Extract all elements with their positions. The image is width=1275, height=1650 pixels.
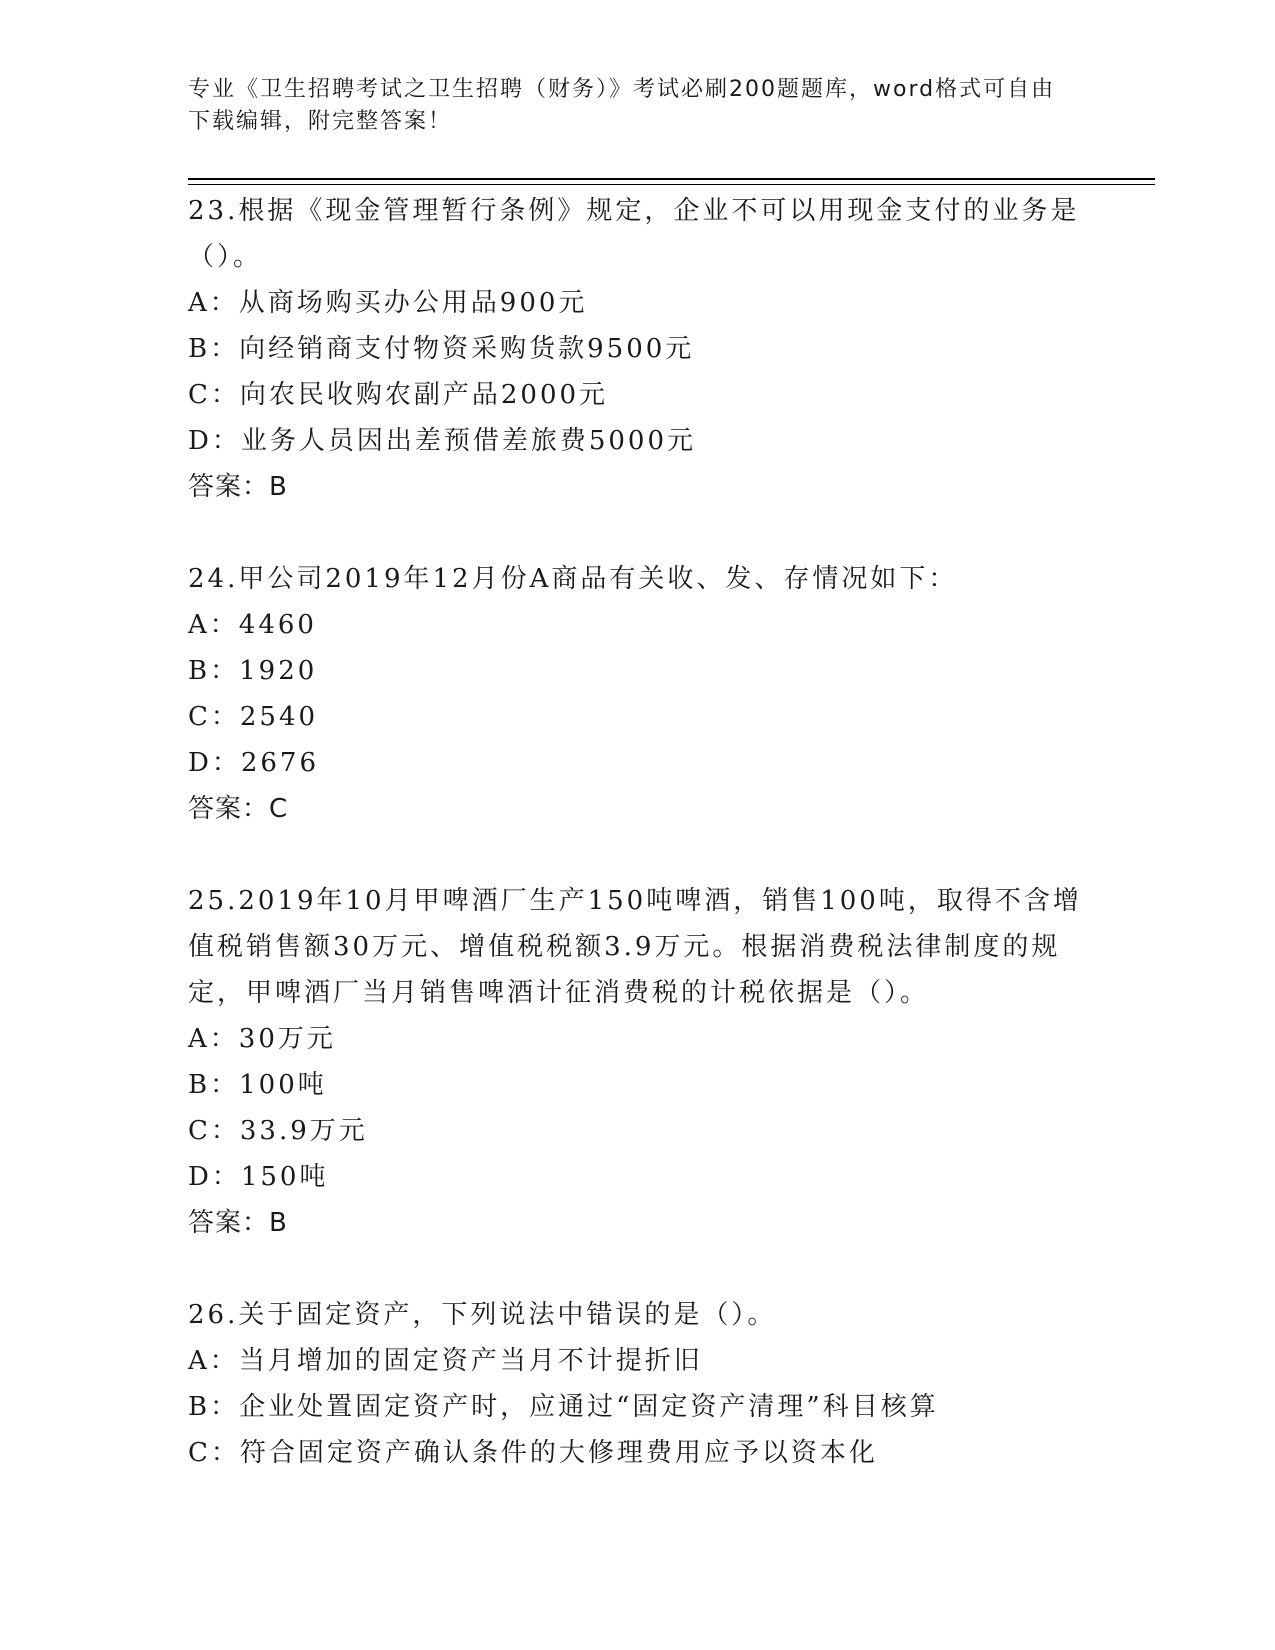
option-b: B：企业处置固定资产时，应通过“固定资产清理”科目核算 bbox=[188, 1392, 939, 1422]
answer: 答案：B bbox=[188, 472, 288, 502]
option-c: C：向农民收购农副产品2000元 bbox=[188, 380, 609, 410]
option-b: B：1920 bbox=[188, 656, 318, 686]
option-b: B：100吨 bbox=[188, 1070, 327, 1100]
answer: 答案：B bbox=[188, 1208, 288, 1238]
answer: 答案：C bbox=[188, 794, 289, 824]
option-d: D：2676 bbox=[188, 748, 320, 778]
question-stem: 26.关于固定资产，下列说法中错误的是（）。 bbox=[188, 1300, 777, 1330]
question-stem: 24.甲公司2019年12月份A商品有关收、发、存情况如下： bbox=[188, 564, 958, 594]
question-stem: 25.2019年10月甲啤酒厂生产150吨啤酒，销售100吨，取得不含增值税销售额30万元、增值税税额3.9万元。根据消费税法律制度的规定，甲啤酒厂当月销售啤酒计征消费税的计税依据是（）。 bbox=[188, 886, 1082, 1008]
question-stem: 23.根据《现金管理暂行条例》规定，企业不可以用现金支付的业务是（）。 bbox=[188, 196, 1080, 272]
option-c: C：符合固定资产确认条件的大修理费用应予以资本化 bbox=[188, 1438, 878, 1468]
question-spacer bbox=[188, 832, 1088, 878]
question-24 bbox=[188, 556, 1088, 832]
header-divider-thin bbox=[188, 184, 1155, 185]
option-d: D：150吨 bbox=[188, 1162, 329, 1192]
option-c: C：2540 bbox=[188, 702, 319, 732]
option-c: C：33.9万元 bbox=[188, 1116, 368, 1146]
question-list bbox=[188, 188, 1088, 1476]
question-spacer bbox=[188, 510, 1088, 556]
question-26 bbox=[188, 1292, 1088, 1476]
option-b: B：向经销商支付物资采购货款9500元 bbox=[188, 334, 695, 364]
question-25 bbox=[188, 878, 1088, 1246]
header-divider-thick bbox=[188, 178, 1155, 180]
option-a: A：30万元 bbox=[188, 1024, 336, 1054]
option-a: A：从商场购买办公用品900元 bbox=[188, 288, 588, 318]
option-d: D：业务人员因出差预借差旅费5000元 bbox=[188, 426, 697, 456]
question-spacer bbox=[188, 1246, 1088, 1292]
document-header: 专业《卫生招聘考试之卫生招聘（财务）》考试必刷200题题库，word格式可自由下载编辑，附完整答案！ bbox=[188, 77, 1056, 134]
question-23 bbox=[188, 188, 1088, 510]
option-a: A：当月增加的固定资产当月不计提折旧 bbox=[188, 1346, 703, 1376]
option-a: A：4460 bbox=[188, 610, 317, 640]
